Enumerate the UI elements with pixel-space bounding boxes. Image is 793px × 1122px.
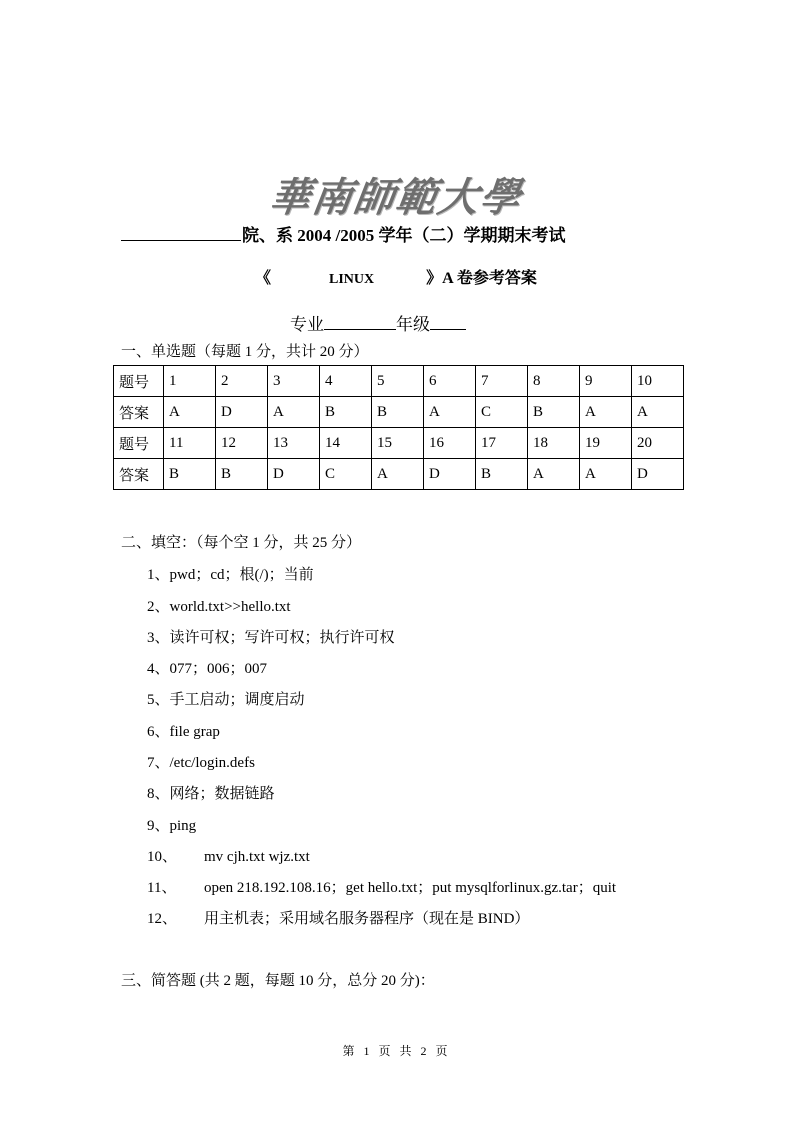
table-row	[114, 366, 684, 397]
fill-in-item	[147, 595, 291, 616]
table-cell: B	[216, 459, 268, 490]
table-cell: D	[424, 459, 476, 490]
table-cell: B	[476, 459, 528, 490]
item-number: 1、	[147, 567, 170, 583]
university-logo: 華南師範大學	[266, 174, 526, 221]
exam-title	[121, 221, 565, 246]
table-cell: B	[164, 459, 216, 490]
table-cell: 19	[580, 428, 632, 459]
fill-in-item	[147, 563, 314, 584]
row-label: 答案	[114, 459, 164, 490]
table-cell: 20	[632, 428, 684, 459]
table-cell: A	[580, 397, 632, 428]
section2-heading: 二、填空：（每个空 1 分，共 25 分）	[121, 535, 362, 551]
item-answer: file grap	[169, 724, 220, 740]
fill-in-item	[147, 782, 275, 803]
fill-in-item	[147, 720, 220, 741]
table-cell: C	[320, 459, 372, 490]
fill-in-item	[147, 876, 616, 897]
table-cell: A	[632, 397, 684, 428]
table-cell: 13	[268, 428, 320, 459]
row-label: 题号	[114, 366, 164, 397]
grade-label: 年级	[396, 315, 430, 334]
item-answer: /etc/login.defs	[169, 755, 255, 771]
table-cell: 2	[216, 366, 268, 397]
department-blank	[121, 222, 241, 241]
item-answer: pwd；cd；根(/)；当前	[169, 567, 314, 583]
table-cell: 7	[476, 366, 528, 397]
item-answer: 077；006；007	[169, 661, 268, 677]
exam-title-text: 院、系 2004 /2005 学年（二）学期期末考试	[242, 226, 566, 245]
table-cell: 9	[580, 366, 632, 397]
table-cell: 18	[528, 428, 580, 459]
table-cell: 4	[320, 366, 372, 397]
item-answer: mv cjh.txt wjz.txt	[204, 849, 310, 865]
table-cell: 17	[476, 428, 528, 459]
item-answer: open 218.192.108.16；get hello.txt；put mysqlforlinux.gz.tar；quit	[204, 880, 617, 896]
table-cell: A	[528, 459, 580, 490]
fill-in-item	[147, 845, 310, 866]
table-cell: 11	[164, 428, 216, 459]
table-cell: A	[268, 397, 320, 428]
item-number: 8、	[147, 786, 170, 802]
table-cell: C	[476, 397, 528, 428]
table-cell: 15	[372, 428, 424, 459]
table-row	[114, 459, 684, 490]
table-cell: B	[528, 397, 580, 428]
course-name: LINUX	[329, 272, 375, 287]
subtitle-close-text: 》A 卷参考答案	[426, 270, 537, 287]
table-cell: D	[216, 397, 268, 428]
exam-subtitle	[255, 265, 537, 288]
fill-in-item	[147, 751, 255, 772]
table-cell: 3	[268, 366, 320, 397]
item-answer: 读许可权；写许可权；执行许可权	[169, 630, 395, 646]
item-number: 9、	[147, 818, 170, 834]
fill-in-item	[147, 814, 196, 835]
fill-in-item	[147, 626, 395, 647]
item-number: 7、	[147, 755, 170, 771]
table-cell: 1	[164, 366, 216, 397]
item-number: 3、	[147, 630, 170, 646]
fill-in-item	[147, 657, 267, 678]
subtitle-open-bracket: 《	[255, 270, 272, 287]
item-number: 5、	[147, 692, 170, 708]
table-cell: 12	[216, 428, 268, 459]
row-label: 题号	[114, 428, 164, 459]
table-cell: A	[424, 397, 476, 428]
table-cell: 10	[632, 366, 684, 397]
table-cell: A	[372, 459, 424, 490]
table-row	[114, 428, 684, 459]
fill-in-item	[147, 688, 305, 709]
item-number: 2、	[147, 599, 170, 615]
item-answer: 用主机表；采用域名服务器程序（现在是 BIND）	[204, 911, 530, 927]
item-answer: world.txt>>hello.txt	[169, 599, 291, 615]
table-cell: A	[580, 459, 632, 490]
table-cell: 5	[372, 366, 424, 397]
item-number: 12、	[147, 911, 178, 927]
table-cell: 16	[424, 428, 476, 459]
table-row	[114, 397, 684, 428]
item-number: 4、	[147, 661, 170, 677]
table-cell: B	[372, 397, 424, 428]
table-cell: A	[164, 397, 216, 428]
item-answer: 网络；数据链路	[169, 786, 275, 802]
item-number: 6、	[147, 724, 170, 740]
table-cell: D	[268, 459, 320, 490]
item-number: 11、	[147, 880, 177, 896]
table-cell: 6	[424, 366, 476, 397]
major-blank	[324, 312, 396, 330]
item-answer: 手工启动；调度启动	[169, 692, 305, 708]
item-answer: ping	[169, 818, 197, 834]
major-grade-line	[290, 310, 466, 335]
fill-in-item	[147, 907, 529, 928]
section3-heading: 三、简答题 (共 2 题，每题 10 分，总分 20 分)：	[121, 973, 435, 989]
major-label: 专业	[290, 315, 324, 334]
table-cell: 14	[320, 428, 372, 459]
page-footer: 第 1 页 共 2 页	[342, 1044, 451, 1058]
table-cell: B	[320, 397, 372, 428]
table-cell: D	[632, 459, 684, 490]
answer-table	[113, 365, 684, 490]
table-cell: 8	[528, 366, 580, 397]
section1-heading: 一、单选题（每题 1 分，共计 20 分）	[121, 344, 369, 360]
item-number: 10、	[147, 849, 178, 865]
row-label: 答案	[114, 397, 164, 428]
grade-blank	[430, 312, 466, 330]
